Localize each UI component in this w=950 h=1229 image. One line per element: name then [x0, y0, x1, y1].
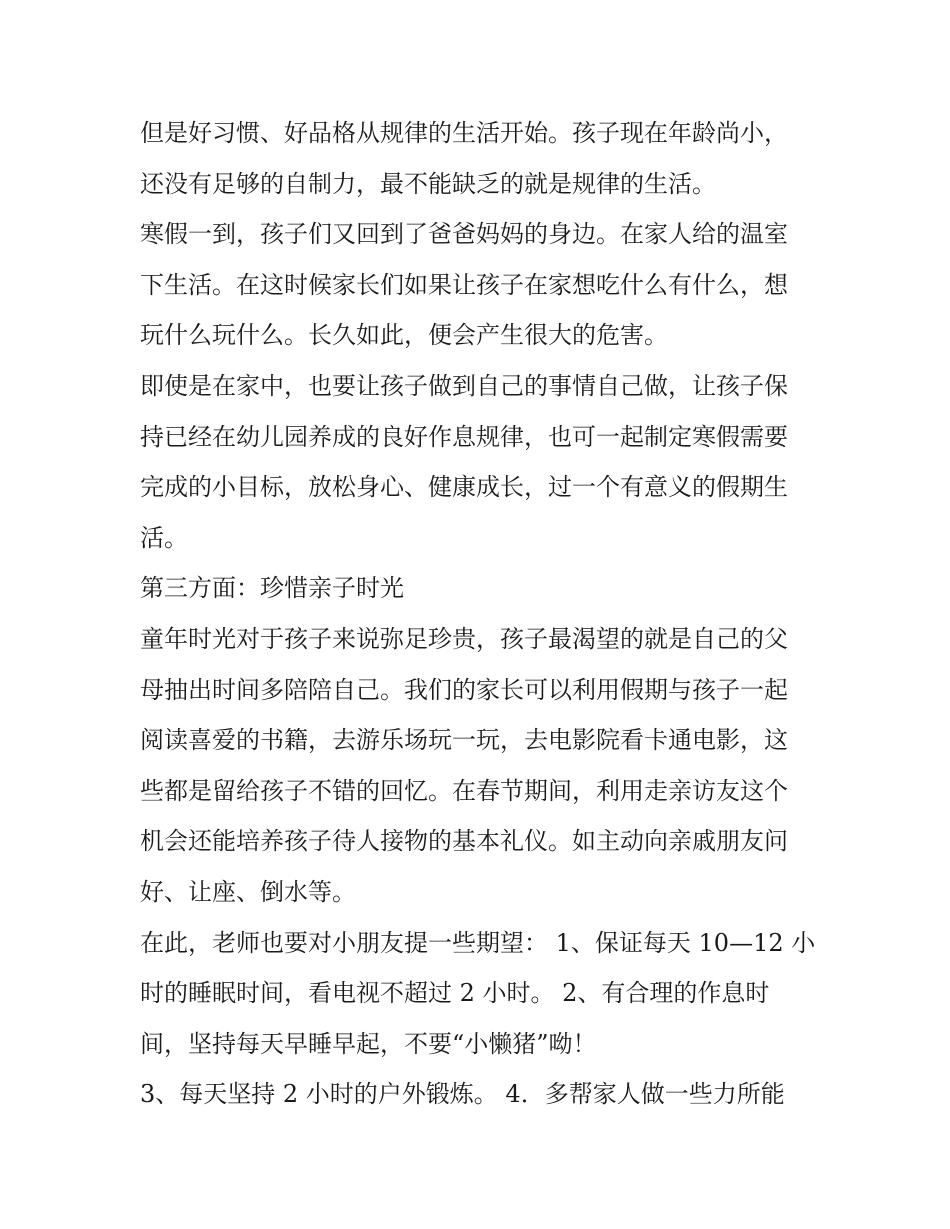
text-line-9: 活。 [140, 523, 188, 552]
text-line-19: 间，坚持每天早睡早起，不要“小懒猪”呦！ [140, 1029, 597, 1058]
text-line-1: 但是好习惯、好品格从规律的生活开始。孩子现在年龄尚小， [140, 119, 788, 147]
text-line-11: 童年时光对于孩子来说弥足珍贵，孩子最渴望的就是自己的父 [140, 624, 788, 653]
text-line-13: 阅读喜爱的书籍，去游乐场玩一玩，去电影院看卡通电影，这 [140, 726, 788, 755]
text-line-6: 即使是在家中，也要让孩子做到自己的事情自己做，让孩子保 [140, 371, 788, 400]
text-line-8: 完成的小目标，放松身心、健康成长，过一个有意义的假期生 [140, 473, 788, 502]
text-line-20: 3、每天坚持 2 小时的户外锻炼。 4．多帮家人做一些力所能 [140, 1080, 785, 1109]
text-line-14: 些都是留给孩子不错的回忆。在春节期间，利用走亲访友这个 [140, 776, 788, 805]
text-line-7: 持已经在幼儿园养成的良好作息规律，也可一起制定寒假需要 [140, 422, 788, 451]
section-heading: 第三方面：珍惜亲子时光 [140, 574, 404, 603]
text-line-5: 玩什么玩什么。长久如此，便会产生很大的危害。 [140, 321, 668, 350]
document-body [140, 108, 820, 1120]
text-line-3: 寒假一到，孩子们又回到了爸爸妈妈的身边。在家人给的温室 [140, 220, 788, 249]
text-line-16: 好、让座、倒水等。 [140, 877, 356, 906]
text-line-12: 母抽出时间多陪陪自己。我们的家长可以利用假期与孩子一起 [140, 675, 788, 704]
text-line-18: 时的睡眠时间，看电视不超过 2 小时。 2、有合理的作息时 [140, 979, 770, 1008]
text-line-15: 机会还能培养孩子待人接物的基本礼仪。如主动向亲戚朋友问 [140, 827, 788, 856]
text-line-2: 还没有足够的自制力，最不能缺乏的就是规律的生活。 [140, 169, 716, 198]
text-line-4: 下生活。在这时候家长们如果让孩子在家想吃什么有什么，想 [140, 270, 788, 299]
text-line-17: 在此，老师也要对小朋友提一些期望： 1、保证每天 10—12 小 [140, 928, 816, 957]
